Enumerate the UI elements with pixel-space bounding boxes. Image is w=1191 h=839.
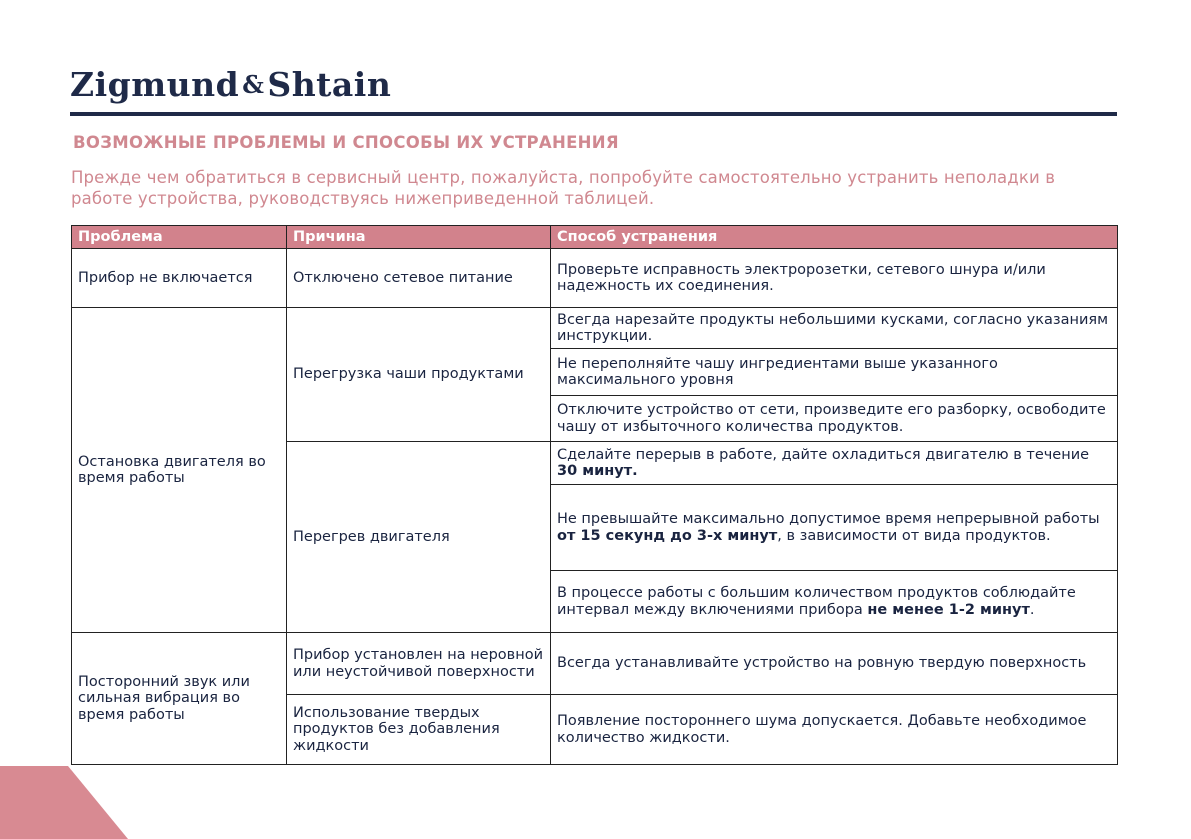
table-header-row <box>72 226 1118 249</box>
cause-cell: Перегрузка чаши продуктами <box>287 308 551 442</box>
solution-cell <box>551 349 1118 396</box>
problem-cell: Остановка двигателя во время работы <box>72 308 287 633</box>
table-row <box>72 633 1118 695</box>
cause-cell: Перегрев двигателя <box>287 442 551 633</box>
solution-cell <box>551 695 1118 765</box>
section-title: ВОЗМОЖНЫЕ ПРОБЛЕМЫ И СПОСОБЫ ИХ УСТРАНЕНИЯ <box>73 133 619 152</box>
solution-text: Не превышайте максимально допустимое время непрерывной работы <box>557 511 1100 527</box>
solution-emphasis: от 15 секунд до 3-х минут <box>557 527 778 544</box>
solution-emphasis: 30 минут. <box>557 463 638 479</box>
troubleshooting-table <box>71 225 1118 765</box>
solution-cell <box>551 308 1118 349</box>
problem-cell: Прибор не включается <box>72 249 287 308</box>
solution-text: Отключите устройство от сети, произведите его разборку, освободите чашу от избыточного количества продуктов. <box>557 402 1106 435</box>
header-solution: Способ устранения <box>551 226 1118 249</box>
table-row <box>72 249 1118 308</box>
solution-text: Всегда устанавливайте устройство на ровную твердую поверхность <box>557 655 1087 672</box>
cause-cell: Прибор установлен на неровной или неустойчивой поверхности <box>287 633 551 695</box>
header-problem: Проблема <box>72 226 287 249</box>
solution-cell <box>551 442 1118 485</box>
cause-cell: Отключено сетевое питание <box>287 249 551 308</box>
solution-tail: , в зависимости от вида продуктов. <box>777 527 1051 544</box>
solution-text: Проверьте исправность электророзетки, сетевого шнура и/или надежность их соединения. <box>557 261 1046 294</box>
solution-cell <box>551 571 1118 633</box>
logo-part1: Zigmund <box>70 64 240 104</box>
corner-triangle <box>0 766 128 839</box>
solution-text: Сделайте перерыв в работе, дайте охладиться двигателю в течение <box>557 446 1090 463</box>
solution-tail: . <box>1029 601 1035 618</box>
intro-paragraph: Прежде чем обратиться в сервисный центр, пожалуйста, попробуйте самостоятельно устранить неполадки в работе устройства, руководствуясь нижеприведенной таблицей. <box>71 168 1056 208</box>
solution-cell <box>551 633 1118 695</box>
solution-emphasis: не менее 1-2 минут <box>867 601 1030 618</box>
logo-ampersand: & <box>242 69 265 99</box>
solution-cell <box>551 396 1118 442</box>
cause-cell: Использование твердых продуктов без добавления жидкости <box>287 695 551 765</box>
solution-text: Появление постороннего шума допускается. Добавьте необходимое количество жидкости. <box>557 713 1087 746</box>
solution-text: В процессе работы с большим количеством продуктов соблюдайте интервал между включениями прибора <box>557 585 1076 618</box>
solution-cell <box>551 249 1118 308</box>
brand-logo <box>70 62 391 106</box>
header-cause: Причина <box>287 226 551 249</box>
header-divider <box>70 112 1117 116</box>
logo-part2: Shtain <box>267 64 392 104</box>
problem-cell: Посторонний звук или сильная вибрация во время работы <box>72 633 287 765</box>
solution-text: Не переполняйте чашу ингредиентами выше указанного максимального уровня <box>557 355 998 388</box>
solution-cell <box>551 485 1118 571</box>
table-row <box>72 308 1118 349</box>
solution-text: Всегда нарезайте продукты небольшими кусками, согласно указаниям инструкции. <box>557 311 1109 344</box>
